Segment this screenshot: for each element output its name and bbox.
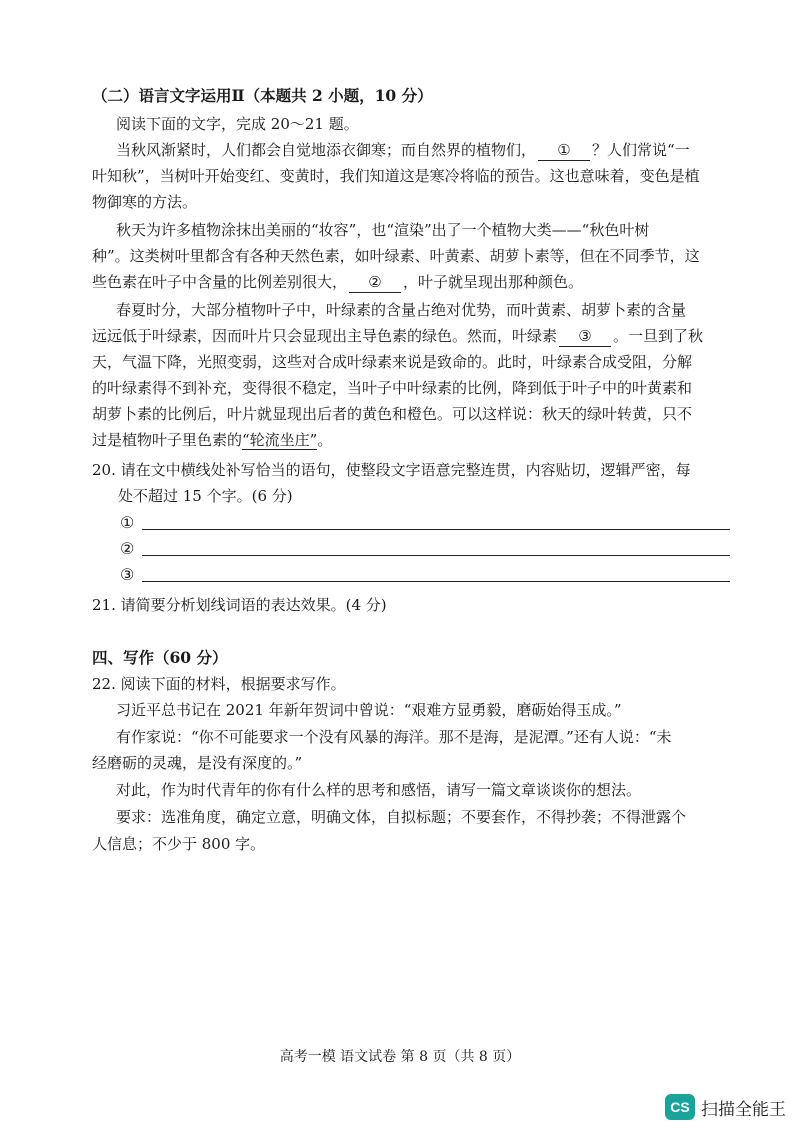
underlined-phrase: “轮流坐庄” (242, 431, 318, 449)
passage-line: 物御寒的方法。 (92, 193, 198, 211)
answer-line-1[interactable]: ① (120, 513, 730, 533)
passage-line: 天，气温下降，光照变弱，这些对合成叶绿素来说是致命的。此时，叶绿素合成受阻，分解 (92, 353, 693, 371)
answer-line-2[interactable]: ② (120, 539, 730, 559)
passage-line: 的叶绿素得不到补充，变得很不稳定，当叶子中叶绿素的比例，降到低于叶子中的叶黄素和 (92, 379, 693, 397)
section-heading-language-use: （二）语言文字运用Ⅱ（本题共 2 小题，10 分） (92, 86, 433, 105)
material-line: 有作家说：“你不可能要求一个没有风暴的海洋。那不是海，是泥潭。”还有人说：“未 (116, 728, 672, 746)
answer-line-3[interactable]: ③ (120, 565, 730, 585)
scanner-watermark (665, 1094, 786, 1120)
blank-3: ③ (559, 326, 611, 347)
passage-line: 远远低于叶绿素，因而叶片只会显现出主导色素的绿色。然而，叶绿素 ③ 。一旦到了秋 (92, 327, 704, 345)
page-footer: 高考一模 语文试卷 第 8 页（共 8 页） (279, 1049, 521, 1065)
passage-line: 秋天为许多植物涂抹出美丽的“妆容”，也“渲染”出了一个植物大类——“秋色叶树 (116, 221, 650, 239)
passage-line: 叶知秋”，当树叶开始变红、变黄时，我们知道这是寒冷将临的预告。这也意味着，变色是植 (92, 167, 700, 185)
question-21: 21. 请简要分析划线词语的表达效果。(4 分) (92, 596, 387, 614)
blank-1: ① (538, 140, 590, 161)
question-20: 20. 请在文中横线处补写恰当的语句，使整段文字语意完整连贯，内容贴切，逻辑严密，每 (92, 461, 691, 479)
passage-line: 些色素在叶子中含量的比例差别很大， ② ，叶子就呈现出那种颜色。 (92, 273, 584, 291)
passage-line: 过是植物叶子里色素的“轮流坐庄”。 (92, 431, 333, 449)
blank-2: ② (349, 272, 401, 293)
writing-prompt: 对此，作为时代青年的你有什么样的思考和感悟，请写一篇文章谈谈你的想法。 (116, 781, 642, 799)
writing-requirements: 要求：选准角度，确定立意，明确文体，自拟标题；不要套作，不得抄袭；不得泄露个 (116, 808, 687, 826)
question-20-cont: 处不超过 15 个字。(6 分) (118, 487, 293, 505)
material-line: 习近平总书记在 2021 年新年贺词中曾说：“艰难方显勇毅，磨砺始得玉成。” (116, 701, 622, 719)
camscanner-logo-icon: CS (665, 1094, 695, 1120)
reading-instruction: 阅读下面的文字，完成 20～21 题。 (116, 115, 359, 133)
passage-line: 春夏时分，大部分植物叶子中，叶绿素的含量占绝对优势，而叶黄素、胡萝卜素的含量 (116, 301, 687, 319)
writing-requirements-cont: 人信息；不少于 800 字。 (92, 835, 266, 853)
passage-line: 种”。这类树叶里都含有各种天然色素，如叶绿素、叶黄素、胡萝卜素等，但在不同季节，这 (92, 247, 700, 265)
passage-line: 当秋风渐紧时，人们都会自觉地添衣御寒；而自然界的植物们， ① ？人们常说“一 (116, 141, 690, 159)
passage-line: 胡萝卜素的比例后，叶片就显现出后者的黄色和橙色。可以这样说：秋天的绿叶转黄，只不 (92, 405, 693, 423)
material-line: 经磨砺的灵魂，是没有深度的。” (92, 754, 303, 772)
scanner-app-name: 扫描全能王 (701, 1099, 786, 1119)
question-22: 22. 阅读下面的材料，根据要求写作。 (92, 675, 346, 693)
section-heading-writing: 四、写作（60 分） (92, 648, 228, 667)
